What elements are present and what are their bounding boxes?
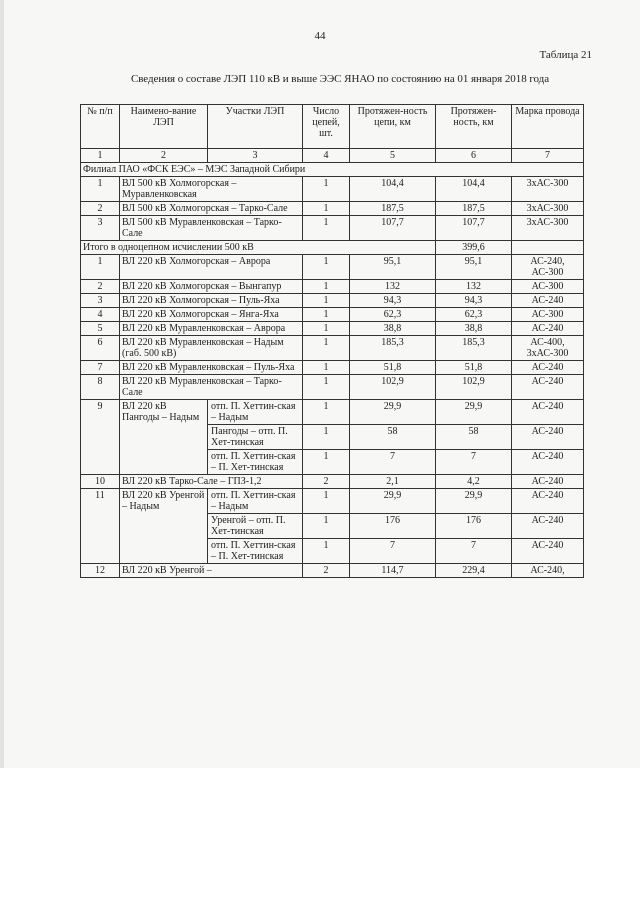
table-row [81, 216, 584, 241]
wire-brand: АС-240 [512, 475, 584, 489]
wire-brand: АС-240, [512, 564, 584, 578]
line-name: ВЛ 220 кВ Пангоды – Надым [120, 400, 208, 475]
wire-brand: АС-240 [512, 514, 584, 539]
line-section: отп. П. Хеттин-ская – Надым [208, 489, 303, 514]
power-lines-table [80, 104, 584, 578]
col-header-circuits: Число цепей, шт. [303, 105, 350, 149]
total-value: 399,6 [436, 241, 512, 255]
circuit-length: 102,9 [350, 375, 436, 400]
table-row [81, 202, 584, 216]
circuit-count: 2 [303, 564, 350, 578]
row-num: 10 [81, 475, 120, 489]
line-section: отп. П. Хеттин-ская – П. Хет-тинская [208, 450, 303, 475]
line-length: 95,1 [436, 255, 512, 280]
wire-brand: АС-300 [512, 308, 584, 322]
circuit-length: 38,8 [350, 322, 436, 336]
line-length: 176 [436, 514, 512, 539]
circuit-count: 1 [303, 177, 350, 202]
wire-brand: АС-240 [512, 375, 584, 400]
wire-brand: АС-240 [512, 294, 584, 308]
line-name: ВЛ 220 кВ Холмогорская – Вынгапур [120, 280, 303, 294]
circuit-count: 1 [303, 539, 350, 564]
circuit-count: 2 [303, 475, 350, 489]
circuit-length: 187,5 [350, 202, 436, 216]
wire-brand: АС-300 [512, 280, 584, 294]
col-index: 2 [120, 149, 208, 163]
wire-brand: 3хАС-300 [512, 216, 584, 241]
line-length: 51,8 [436, 361, 512, 375]
table-row [81, 564, 584, 578]
line-name: ВЛ 220 кВ Муравленковская – Пуль-Яха [120, 361, 303, 375]
table-row [81, 475, 584, 489]
table-row [81, 322, 584, 336]
line-length: 4,2 [436, 475, 512, 489]
wire-brand: 3хАС-300 [512, 202, 584, 216]
circuit-length: 7 [350, 539, 436, 564]
table-row [81, 294, 584, 308]
line-section: отп. П. Хеттин-ская – П. Хет-тинская [208, 539, 303, 564]
circuit-length: 7 [350, 450, 436, 475]
group-row [81, 163, 584, 177]
circuit-length: 95,1 [350, 255, 436, 280]
wire-brand: АС-240 [512, 425, 584, 450]
line-name: ВЛ 220 кВ Уренгой – [120, 564, 303, 578]
table-row [81, 361, 584, 375]
wire-brand: 3хАС-300 [512, 177, 584, 202]
line-name: ВЛ 220 кВ Муравленковская – Тарко-Сале [120, 375, 303, 400]
row-num: 11 [81, 489, 120, 564]
blank-area [0, 768, 640, 905]
line-length: 107,7 [436, 216, 512, 241]
table-row [81, 255, 584, 280]
circuit-count: 1 [303, 202, 350, 216]
row-num: 2 [81, 280, 120, 294]
line-length: 185,3 [436, 336, 512, 361]
circuit-length: 2,1 [350, 475, 436, 489]
row-num: 7 [81, 361, 120, 375]
line-length: 38,8 [436, 322, 512, 336]
line-length: 58 [436, 425, 512, 450]
circuit-count: 1 [303, 361, 350, 375]
line-length: 7 [436, 450, 512, 475]
col-index: 3 [208, 149, 303, 163]
table-row [81, 375, 584, 400]
col-index: 4 [303, 149, 350, 163]
scan-edge-shadow [0, 0, 4, 768]
line-name: ВЛ 220 кВ Муравленковская – Аврора [120, 322, 303, 336]
table-row [81, 489, 584, 514]
table-row [81, 336, 584, 361]
circuit-count: 1 [303, 514, 350, 539]
row-num: 9 [81, 400, 120, 475]
circuit-count: 1 [303, 336, 350, 361]
circuit-count: 1 [303, 294, 350, 308]
line-length: 229,4 [436, 564, 512, 578]
circuit-length: 176 [350, 514, 436, 539]
page-number: 44 [314, 30, 326, 42]
line-name: ВЛ 220 кВ Холмогорская – Янга-Яха [120, 308, 303, 322]
line-name: ВЛ 220 кВ Холмогорская – Аврора [120, 255, 303, 280]
line-name: ВЛ 220 кВ Тарко-Сале – ГПЗ-1,2 [120, 475, 303, 489]
line-name: ВЛ 220 кВ Муравленковская – Надым (габ. 500 кВ) [120, 336, 303, 361]
line-length: 104,4 [436, 177, 512, 202]
col-header-len-circuit: Протяжен-ность цепи, км [350, 105, 436, 149]
row-num: 5 [81, 322, 120, 336]
row-num: 3 [81, 294, 120, 308]
line-length: 62,3 [436, 308, 512, 322]
circuit-count: 1 [303, 308, 350, 322]
line-name: ВЛ 500 кВ Холмогорская – Тарко-Сале [120, 202, 303, 216]
row-num: 2 [81, 202, 120, 216]
col-index: 1 [81, 149, 120, 163]
line-name: ВЛ 500 кВ Муравленковская – Тарко-Сале [120, 216, 303, 241]
line-length: 29,9 [436, 489, 512, 514]
line-name: ВЛ 500 кВ Холмогорская – Муравленковская [120, 177, 303, 202]
wire-brand: АС-240 [512, 361, 584, 375]
line-section: отп. П. Хеттин-ская – Надым [208, 400, 303, 425]
line-name: ВЛ 220 кВ Холмогорская – Пуль-Яха [120, 294, 303, 308]
table-row [81, 177, 584, 202]
table-heading: Сведения о составе ЛЭП 110 кВ и выше ЭЭС ЯНАО по состоянию на 01 января 2018 года [130, 73, 550, 85]
wire-brand: АС-240 [512, 489, 584, 514]
row-num: 1 [81, 177, 120, 202]
wire-brand: АС-240 [512, 400, 584, 425]
col-header-len: Протяжен-ность, км [436, 105, 512, 149]
line-length: 187,5 [436, 202, 512, 216]
circuit-length: 132 [350, 280, 436, 294]
table-row [81, 308, 584, 322]
line-name: ВЛ 220 кВ Уренгой – Надым [120, 489, 208, 564]
circuit-length: 51,8 [350, 361, 436, 375]
circuit-count: 1 [303, 375, 350, 400]
wire-brand: АС-240 [512, 322, 584, 336]
row-num: 3 [81, 216, 120, 241]
wire-brand: АС-240 [512, 539, 584, 564]
circuit-length: 114,7 [350, 564, 436, 578]
circuit-length: 58 [350, 425, 436, 450]
circuit-length: 94,3 [350, 294, 436, 308]
circuit-count: 1 [303, 280, 350, 294]
line-length: 132 [436, 280, 512, 294]
table-label: Таблица 21 [539, 49, 592, 61]
circuit-count: 1 [303, 255, 350, 280]
circuit-count: 1 [303, 425, 350, 450]
line-section: Уренгой – отп. П. Хет-тинская [208, 514, 303, 539]
header-row [81, 105, 584, 149]
empty-cell [512, 241, 584, 255]
wire-brand: АС-400, 3хАС-300 [512, 336, 584, 361]
row-num: 1 [81, 255, 120, 280]
circuit-count: 1 [303, 322, 350, 336]
col-header-sections: Участки ЛЭП [208, 105, 303, 149]
circuit-length: 104,4 [350, 177, 436, 202]
total-row [81, 241, 584, 255]
table-row [81, 280, 584, 294]
wire-brand: АС-240 [512, 450, 584, 475]
column-index-row [81, 149, 584, 163]
col-header-num: № п/п [81, 105, 120, 149]
col-index: 5 [350, 149, 436, 163]
wire-brand: АС-240, АС-300 [512, 255, 584, 280]
circuit-count: 1 [303, 489, 350, 514]
group-title: Филиал ПАО «ФСК ЕЭС» – МЭС Западной Сибири [81, 163, 584, 177]
col-index: 7 [512, 149, 584, 163]
circuit-length: 62,3 [350, 308, 436, 322]
line-length: 102,9 [436, 375, 512, 400]
circuit-length: 29,9 [350, 400, 436, 425]
row-num: 8 [81, 375, 120, 400]
line-length: 94,3 [436, 294, 512, 308]
circuit-count: 1 [303, 450, 350, 475]
line-section: Пангоды – отп. П. Хет-тинская [208, 425, 303, 450]
row-num: 12 [81, 564, 120, 578]
col-header-name: Наимено-вание ЛЭП [120, 105, 208, 149]
table-row [81, 400, 584, 425]
row-num: 4 [81, 308, 120, 322]
row-num: 6 [81, 336, 120, 361]
line-length: 29,9 [436, 400, 512, 425]
circuit-count: 1 [303, 400, 350, 425]
total-label: Итого в одноцепном исчислении 500 кВ [81, 241, 436, 255]
col-header-wire: Марка провода [512, 105, 584, 149]
line-length: 7 [436, 539, 512, 564]
circuit-length: 29,9 [350, 489, 436, 514]
circuit-length: 107,7 [350, 216, 436, 241]
circuit-count: 1 [303, 216, 350, 241]
col-index: 6 [436, 149, 512, 163]
circuit-length: 185,3 [350, 336, 436, 361]
